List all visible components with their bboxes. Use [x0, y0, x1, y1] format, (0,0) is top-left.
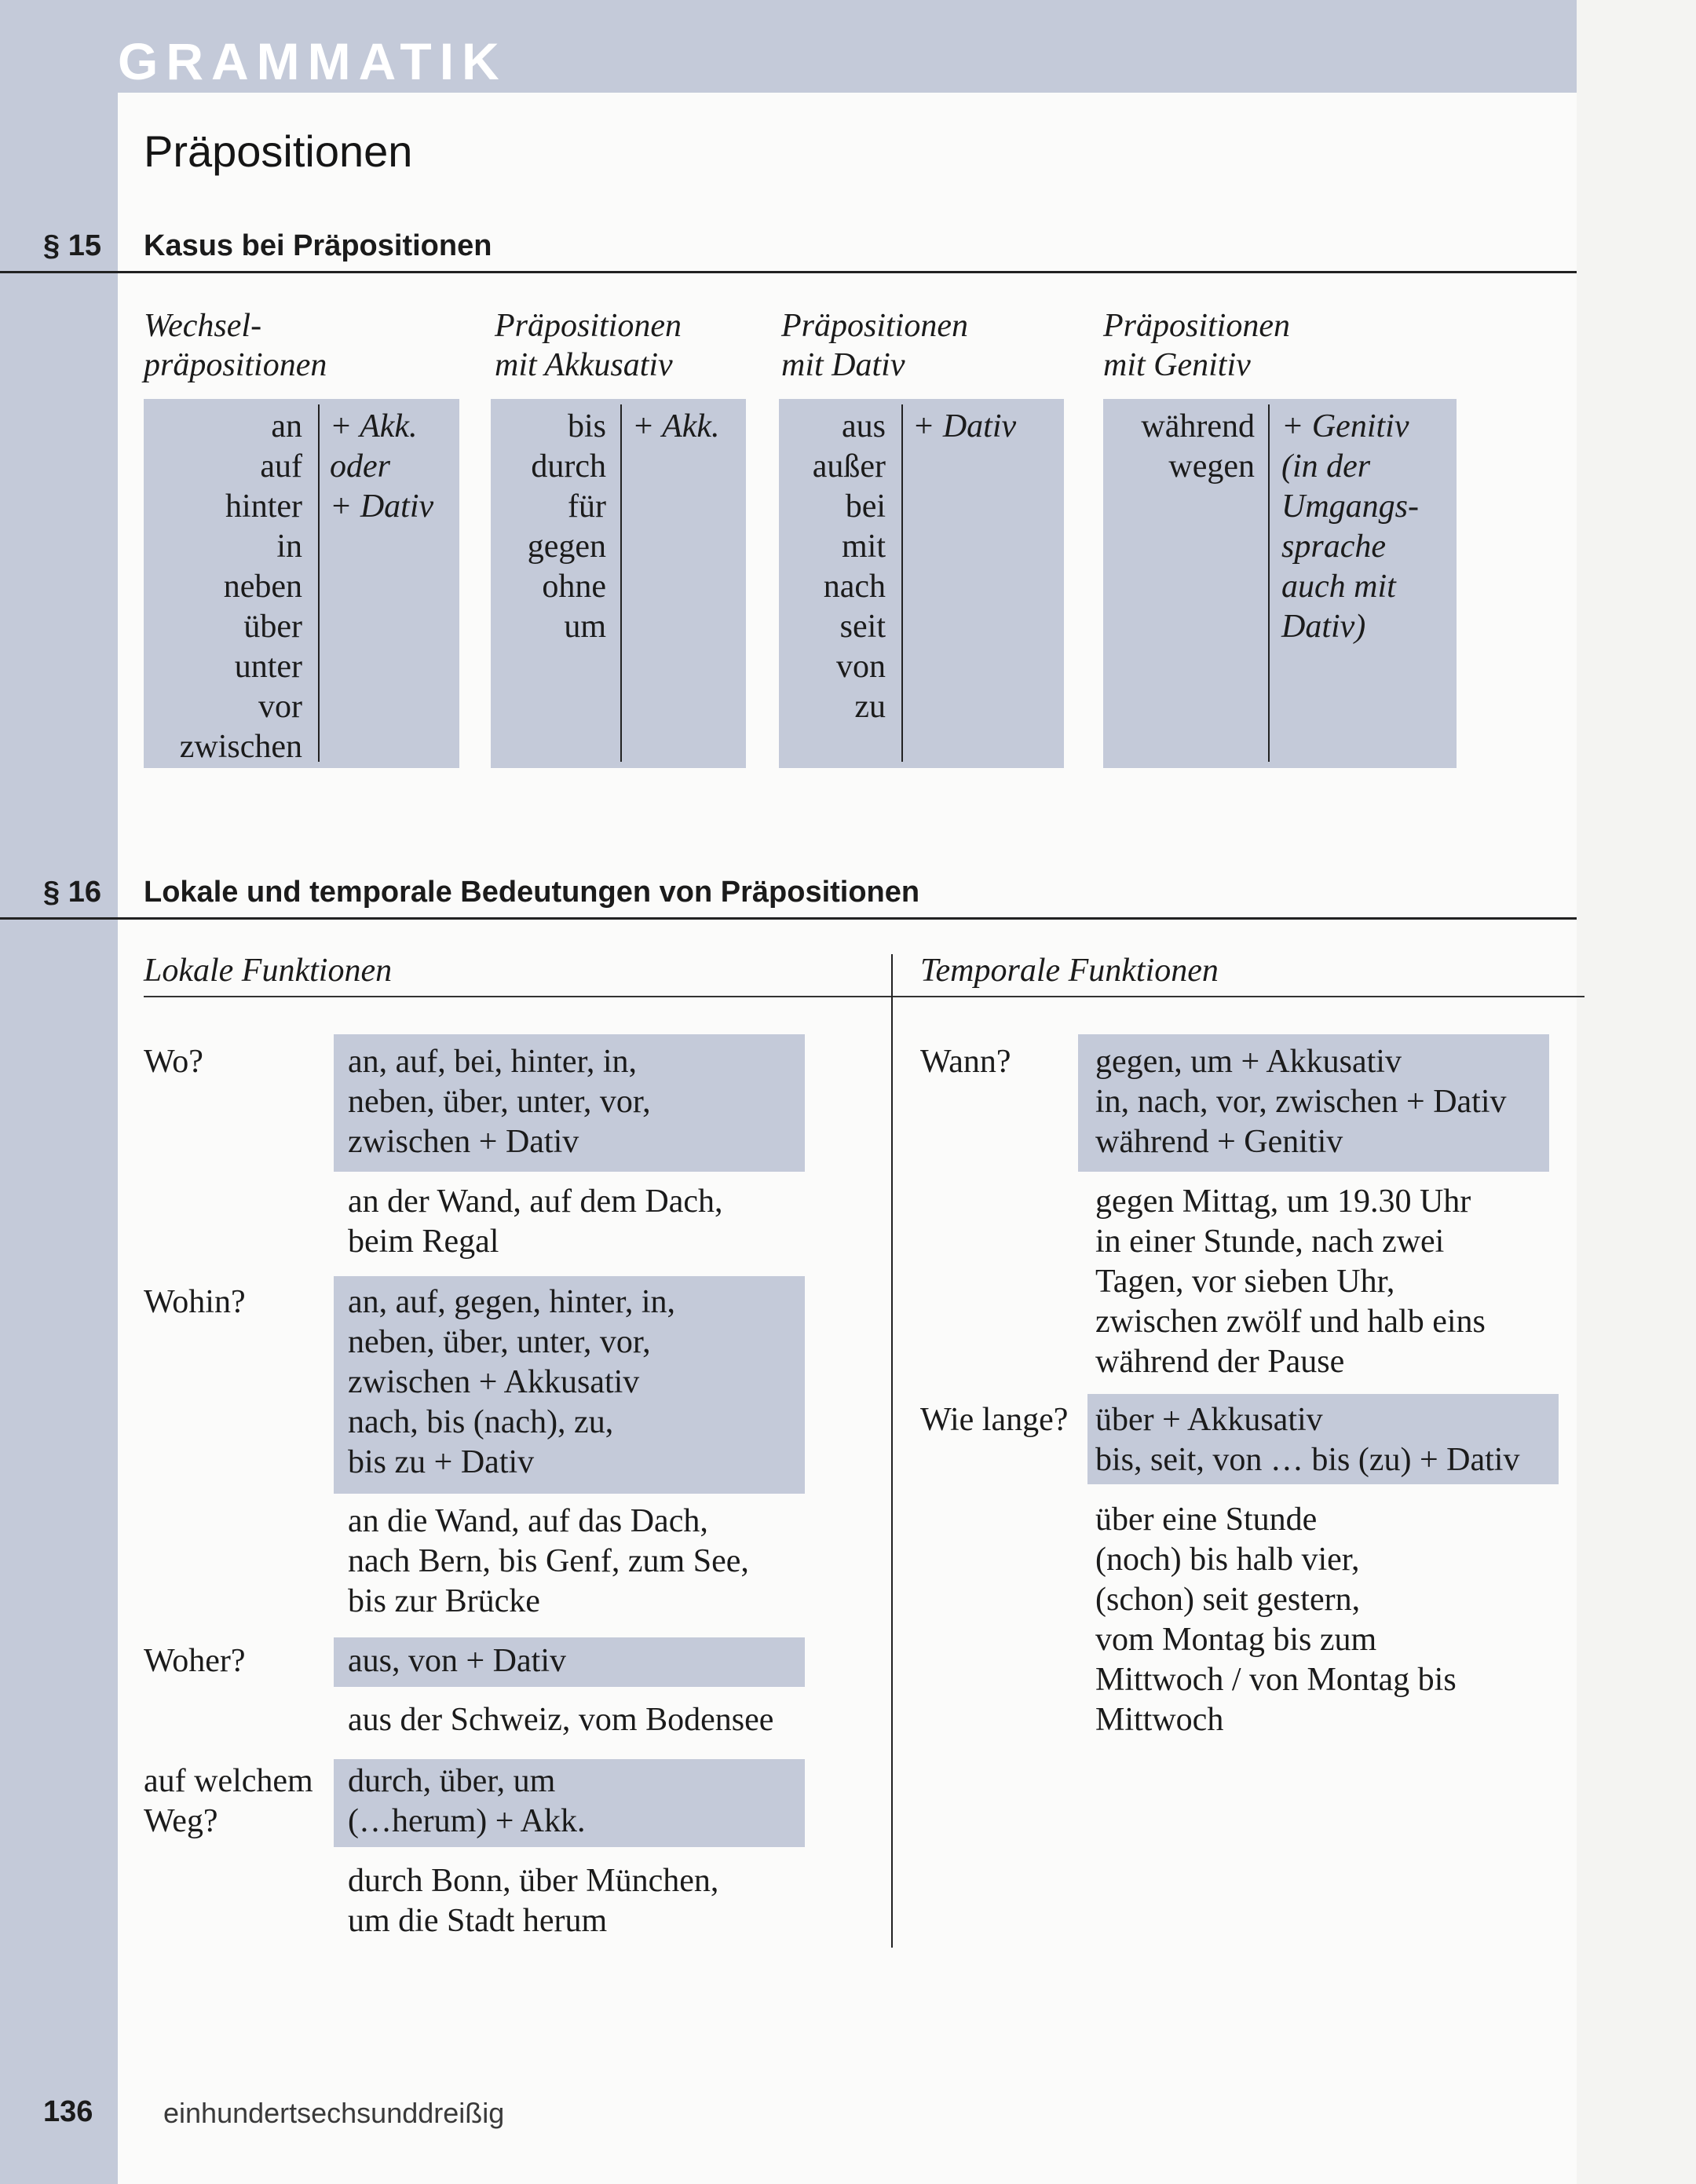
- subheading-rule: [144, 996, 1585, 997]
- akkusativ-preps: [495, 407, 606, 647]
- left-margin-band: [0, 93, 118, 2184]
- list-item: über: [243, 609, 302, 645]
- list-item: wegen: [1168, 448, 1255, 485]
- dativ-case: + Dativ: [912, 408, 1017, 444]
- list-item: zwischen: [179, 729, 302, 765]
- rule-wohin: an, auf, gegen, hinter, in, neben, über, unter, vor, zwischen + Akkusativ nach, bis (nach), zu, bis zu + Dativ: [348, 1284, 676, 1480]
- list-item: ohne: [542, 569, 606, 605]
- genitiv-divider: [1268, 404, 1270, 762]
- list-item: um: [564, 609, 606, 645]
- page-number: 136: [43, 2095, 93, 2128]
- question-wann: Wann?: [920, 1044, 1011, 1080]
- example-wie-lange: über eine Stunde (noch) bis halb vier, (schon) seit gestern, vom Montag bis zum Mittwoch / von Montag bis Mittwoch: [1095, 1502, 1457, 1738]
- example-weg: durch Bonn, über München, um die Stadt herum: [348, 1863, 719, 1939]
- column-divider: [891, 954, 893, 1948]
- question-wie-lange: Wie lange?: [920, 1402, 1069, 1438]
- col-heading-genitiv: Präpositionen mit Genitiv: [1103, 308, 1290, 383]
- example-wann: gegen Mittag, um 19.30 Uhr in einer Stunde, nach zwei Tagen, vor sieben Uhr, zwischen zwölf und halb eins während der Pause: [1095, 1183, 1486, 1380]
- list-item: bei: [845, 488, 886, 525]
- section-rule-16: [0, 917, 1577, 920]
- list-item: unter: [234, 649, 302, 685]
- rule-wie-lange: über + Akkusativ bis, seit, von … bis (zu) + Dativ: [1095, 1402, 1520, 1478]
- page-title: Präpositionen: [144, 126, 413, 176]
- list-item: durch: [531, 448, 606, 485]
- example-woher: aus der Schweiz, vom Bodensee: [348, 1702, 774, 1738]
- rule-wo: an, auf, bei, hinter, in, neben, über, unter, vor, zwischen + Dativ: [348, 1044, 651, 1160]
- list-item: außer: [812, 448, 886, 485]
- section-number-16: § 16: [43, 876, 101, 909]
- dativ-preps: [781, 407, 886, 727]
- list-item: vor: [258, 689, 302, 725]
- rule-woher: aus, von + Dativ: [348, 1643, 566, 1679]
- page-edge: [1577, 0, 1696, 2184]
- section-title-15: Kasus bei Präpositionen: [144, 229, 492, 262]
- rule-weg: durch, über, um (…herum) + Akk.: [348, 1763, 586, 1839]
- list-item: nach: [823, 569, 886, 605]
- example-wo: an der Wand, auf dem Dach, beim Regal: [348, 1183, 723, 1260]
- list-item: an: [271, 408, 302, 444]
- page-number-word: einhundertsechsunddreißig: [163, 2097, 505, 2129]
- list-item: zu: [854, 689, 886, 725]
- wechsel-preps: [149, 407, 302, 767]
- list-item: für: [568, 488, 606, 525]
- local-functions-heading: Lokale Funktionen: [144, 953, 393, 989]
- col-heading-akkusativ: Präpositionen mit Akkusativ: [495, 308, 682, 383]
- section-banner: GRAMMATIK: [118, 32, 507, 90]
- col-heading-wechsel: Wechsel- präpositionen: [144, 308, 327, 383]
- list-item: aus: [842, 408, 886, 444]
- wechsel-divider: [318, 404, 320, 762]
- dativ-divider: [901, 404, 903, 762]
- list-item: hinter: [225, 488, 302, 525]
- list-item: von: [836, 649, 886, 685]
- question-weg: auf welchem Weg?: [144, 1763, 313, 1839]
- section-number-15: § 15: [43, 229, 101, 262]
- list-item: in: [276, 529, 302, 565]
- list-item: während: [1141, 408, 1255, 444]
- rule-wann: gegen, um + Akkusativ in, nach, vor, zwischen + Dativ während + Genitiv: [1095, 1044, 1507, 1160]
- list-item: mit: [841, 529, 886, 565]
- col-heading-dativ: Präpositionen mit Dativ: [781, 308, 968, 383]
- akkusativ-case: + Akk.: [632, 408, 720, 444]
- question-wohin: Wohin?: [144, 1284, 246, 1320]
- genitiv-preps: [1107, 407, 1255, 487]
- section-title-16: Lokale und temporale Bedeutungen von Präpositionen: [144, 876, 920, 909]
- list-item: bis: [567, 408, 606, 444]
- wechsel-case: + Akk. oder + Dativ: [330, 408, 434, 525]
- section-rule-15: [0, 271, 1577, 273]
- list-item: neben: [223, 569, 302, 605]
- list-item: auf: [260, 448, 302, 485]
- example-wohin: an die Wand, auf das Dach, nach Bern, bis Genf, zum See, bis zur Brücke: [348, 1503, 749, 1619]
- temporal-functions-heading: Temporale Funktionen: [920, 953, 1219, 989]
- question-wo: Wo?: [144, 1044, 203, 1080]
- question-woher: Woher?: [144, 1643, 246, 1679]
- list-item: seit: [839, 609, 886, 645]
- list-item: gegen: [527, 529, 606, 565]
- akkusativ-divider: [620, 404, 622, 762]
- genitiv-case: + Genitiv (in der Umgangs- sprache auch mit Dativ): [1281, 408, 1419, 645]
